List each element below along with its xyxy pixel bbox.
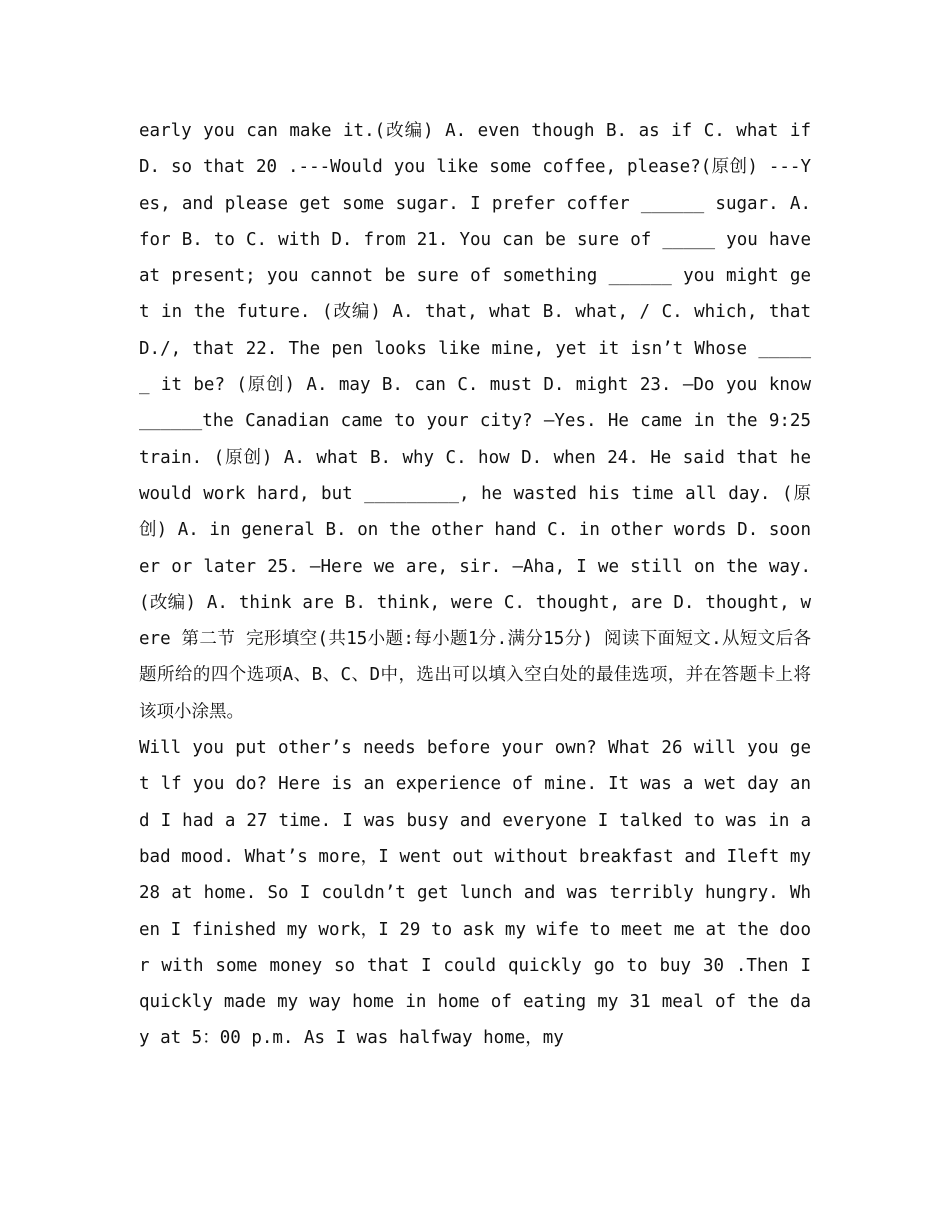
document-page bbox=[139, 113, 811, 1057]
paragraph-questions: early you can make it.(改编) A. even though B. as if C. what if D. so that 20 .---Would you like some coffee, please?(原创) ---Yes, and please get some sugar. I prefer coffer ______ sugar. A. for B. to C. with D. from 21. You can be sure of _____ you have at present; you cannot be sure of something ______ you might get in the future. (改编) A. that, what B. what, / C. which, that D./, that 22. The pen looks like mine, yet it isn’t Whose ______ it be? (原创) A. may B. can C. must D. might 23. —Do you know ______the Canadian came to your city? –Yes. He came in the 9:25 train. (原创) A. what B. why C. how D. when 24. He said that he would work hard, but _________, he wasted his time all day. (原创) A. in general B. on the other hand C. in other words D. sooner or later 25. —Here we are, sir. –Aha, I we still on the way. (改编) A. think are B. think, were C. thought, are D. thought, were 第二节 完形填空(共15小题:每小题1分.满分15分) 阅读下面短文.从短文后各题所给的四个选项A、B、C、D中，选出可以填入空白处的最佳选项，并在答题卡上将该项小涂黑。 bbox=[139, 121, 811, 722]
paragraph-cloze-passage: Will you put other’s needs before your own? What 26 will you get lf you do? Here is an experience of mine. It was a wet day and I had a 27 time. I was busy and everyone I talked to was in a bad mood. What’s more，I went out without breakfast and Ileft my 28 at home. So I couldn’t get lunch and was terribly hungry. When I finished my work，I 29 to ask my wife to meet me at the door with some money so that I could quickly go to buy 30 .Then I quickly made my way home in home of eating my 31 meal of the day at 5：00 p.m. As I was halfway home，my bbox=[139, 738, 811, 1049]
